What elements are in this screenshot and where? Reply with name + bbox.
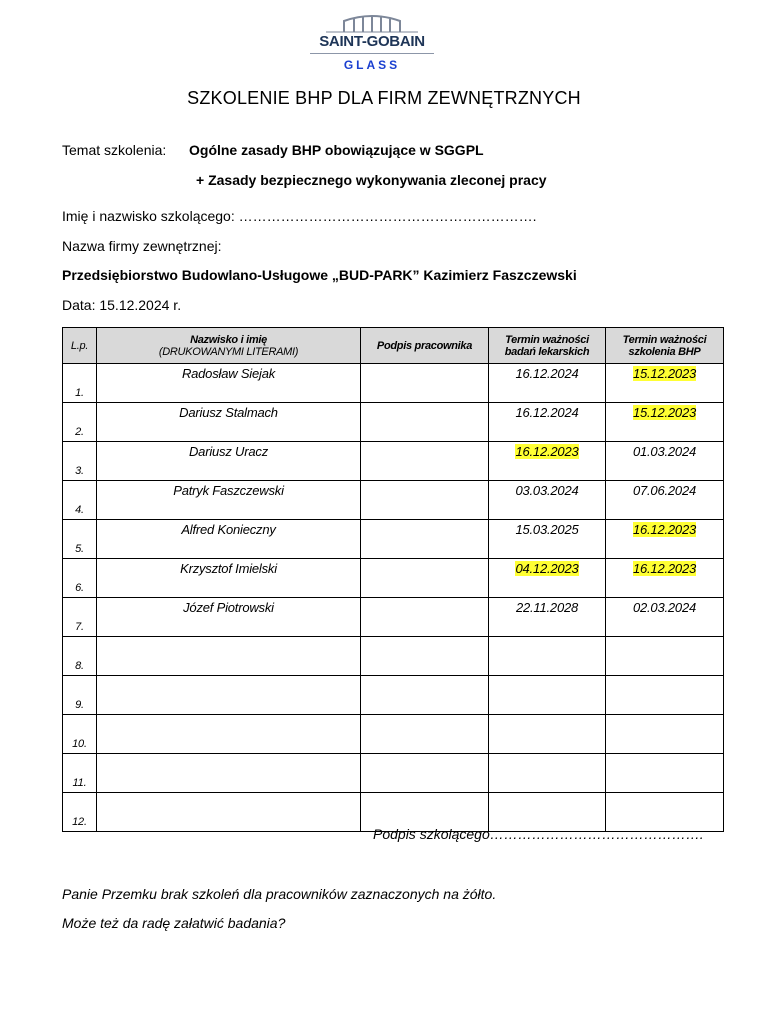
table-row [63, 598, 724, 637]
medical-exam-expiry-cell [489, 637, 606, 676]
company-label: Nazwa firmy zewnętrznej: [62, 238, 222, 254]
employee-signature-cell [361, 403, 489, 442]
employee-name-cell [97, 637, 361, 676]
employee-name: Radosław Siejak [181, 366, 276, 381]
row-number-cell [63, 793, 97, 832]
table-row [63, 637, 724, 676]
medical-exam-expiry: 16.12.2024 [515, 405, 579, 420]
row-number: 12. [72, 816, 87, 828]
row-number: 2. [75, 426, 84, 438]
employee-signature-cell [361, 442, 489, 481]
employee-name-cell [97, 442, 361, 481]
table-row [63, 676, 724, 715]
employee-name: Józef Piotrowski [183, 600, 274, 615]
medical-exam-expiry: 16.12.2023 [515, 444, 579, 459]
trainer-name-field: Imię i nazwisko szkolącego: ………………………………………………………. [62, 208, 537, 224]
row-number: 3. [75, 465, 84, 477]
bhp-training-expiry: 16.12.2023 [632, 522, 697, 537]
medical-exam-expiry-cell [489, 442, 606, 481]
table-row [63, 754, 724, 793]
bhp-training-expiry: 16.12.2023 [632, 561, 697, 576]
header-name-label: Nazwisko i imię [190, 333, 267, 346]
medical-exam-expiry: 03.03.2024 [515, 483, 579, 498]
employee-name: Krzysztof Imielski [180, 561, 277, 576]
table-header-row [63, 328, 724, 364]
employee-signature-cell [361, 520, 489, 559]
header-bhp-line-1: Termin ważności [622, 333, 707, 346]
bhp-training-expiry-cell [606, 715, 724, 754]
table-row [63, 520, 724, 559]
row-number-cell [63, 364, 97, 403]
row-number-cell [63, 637, 97, 676]
row-number: 4. [75, 504, 84, 516]
header-signature: Podpis pracownika [361, 328, 489, 364]
row-number: 11. [72, 777, 87, 789]
medical-exam-expiry: 15.03.2025 [515, 522, 579, 537]
logo-divider [310, 53, 434, 54]
bhp-training-expiry-cell [606, 403, 724, 442]
bhp-training-expiry-cell [606, 481, 724, 520]
employee-signature-cell [361, 715, 489, 754]
medical-exam-expiry-cell [489, 364, 606, 403]
logo-sub-text: GLASS [343, 58, 401, 72]
employee-name-cell [97, 793, 361, 832]
row-number: 5. [75, 543, 84, 555]
employee-name-cell [97, 403, 361, 442]
bhp-training-expiry-cell [606, 442, 724, 481]
document-title: SZKOLENIE BHP DLA FIRM ZEWNĘTRZNYCH [187, 88, 581, 108]
row-number-cell [63, 598, 97, 637]
employee-name-cell [97, 481, 361, 520]
row-number-cell [63, 520, 97, 559]
row-number-cell [63, 559, 97, 598]
employee-name-cell [97, 520, 361, 559]
row-number-cell [63, 676, 97, 715]
bhp-training-expiry: 15.12.2023 [632, 405, 697, 420]
row-number-cell [63, 403, 97, 442]
employee-signature-cell [361, 598, 489, 637]
trainer-signature-field: Podpis szkolącego………………………………………. [373, 826, 704, 842]
header-medical [489, 328, 606, 364]
bhp-training-expiry: 15.12.2023 [632, 366, 697, 381]
employee-signature-cell [361, 559, 489, 598]
table-row [63, 559, 724, 598]
table-row [63, 364, 724, 403]
header-bhp-line-2: szkolenia BHP [628, 345, 701, 358]
bhp-training-expiry-cell [606, 754, 724, 793]
row-number-cell [63, 715, 97, 754]
medical-exam-expiry: 04.12.2023 [515, 561, 579, 576]
bhp-training-expiry-cell [606, 676, 724, 715]
employee-name-cell [97, 598, 361, 637]
medical-exam-expiry-cell [489, 598, 606, 637]
table-row [63, 442, 724, 481]
header-name [97, 328, 361, 364]
bhp-training-expiry: 01.03.2024 [632, 444, 697, 459]
employee-signature-cell [361, 676, 489, 715]
employee-signature-cell [361, 481, 489, 520]
bhp-training-expiry-cell [606, 637, 724, 676]
row-number-cell [63, 442, 97, 481]
employee-name-cell [97, 676, 361, 715]
row-number: 1. [75, 387, 84, 399]
row-number-cell [63, 481, 97, 520]
medical-exam-expiry-cell [489, 754, 606, 793]
employee-name: Dariusz Uracz [188, 444, 269, 459]
bhp-training-expiry: 07.06.2024 [632, 483, 697, 498]
topic-line-1: Ogólne zasady BHP obowiązujące w SGGPL [189, 142, 484, 158]
row-number-cell [63, 754, 97, 793]
logo-arch-icon [326, 12, 418, 34]
row-number: 9. [75, 699, 84, 711]
employee-name: Patryk Faszczewski [173, 483, 284, 498]
attendance-table [62, 327, 724, 832]
bhp-training-expiry-cell [606, 559, 724, 598]
note-missing-training: Panie Przemku brak szkoleń dla pracowników zaznaczonych na żółto. [62, 886, 497, 902]
employee-name: Alfred Konieczny [181, 522, 276, 537]
employee-signature-cell [361, 754, 489, 793]
header-medical-line-1: Termin ważności [505, 333, 589, 346]
medical-exam-expiry-cell [489, 481, 606, 520]
medical-exam-expiry-cell [489, 403, 606, 442]
row-number: 10. [72, 738, 87, 750]
bhp-training-expiry-cell [606, 520, 724, 559]
employee-name-cell [97, 715, 361, 754]
header-bhp [606, 328, 724, 364]
medical-exam-expiry-cell [489, 715, 606, 754]
employee-name-cell [97, 754, 361, 793]
company-name: Przedsiębiorstwo Budowlano-Usługowe „BUD-PARK” Kazimierz Faszczewski [62, 267, 577, 283]
logo-brand-text: SAINT-GOBAIN [319, 33, 425, 50]
employee-name: Dariusz Stalmach [179, 405, 278, 420]
medical-exam-expiry: 16.12.2024 [515, 366, 579, 381]
company-logo [304, 12, 440, 72]
training-date: Data: 15.12.2024 r. [62, 297, 182, 313]
table-row [63, 481, 724, 520]
medical-exam-expiry: 22.11.2028 [515, 600, 579, 615]
employee-name-cell [97, 559, 361, 598]
bhp-training-expiry-cell [606, 364, 724, 403]
bhp-training-expiry: 02.03.2024 [632, 600, 697, 615]
header-lp: L.p. [63, 328, 97, 364]
medical-exam-expiry-cell [489, 520, 606, 559]
row-number: 8. [75, 660, 84, 672]
employee-signature-cell [361, 637, 489, 676]
medical-exam-expiry-cell [489, 676, 606, 715]
bhp-training-expiry-cell [606, 598, 724, 637]
row-number: 7. [75, 621, 84, 633]
employee-signature-cell [361, 364, 489, 403]
employee-name-cell [97, 364, 361, 403]
medical-exam-expiry-cell [489, 559, 606, 598]
header-name-sub: (DRUKOWANYMI LITERAMI) [158, 345, 299, 358]
header-medical-line-2: badań lekarskich [504, 345, 590, 358]
topic-label: Temat szkolenia: [62, 142, 167, 158]
topic-line-2: + Zasady bezpiecznego wykonywania zleconej pracy [196, 172, 547, 188]
note-medical-request: Może też da radę załatwić badania? [62, 915, 286, 931]
row-number: 6. [75, 582, 84, 594]
table-row [63, 715, 724, 754]
table-row [63, 403, 724, 442]
